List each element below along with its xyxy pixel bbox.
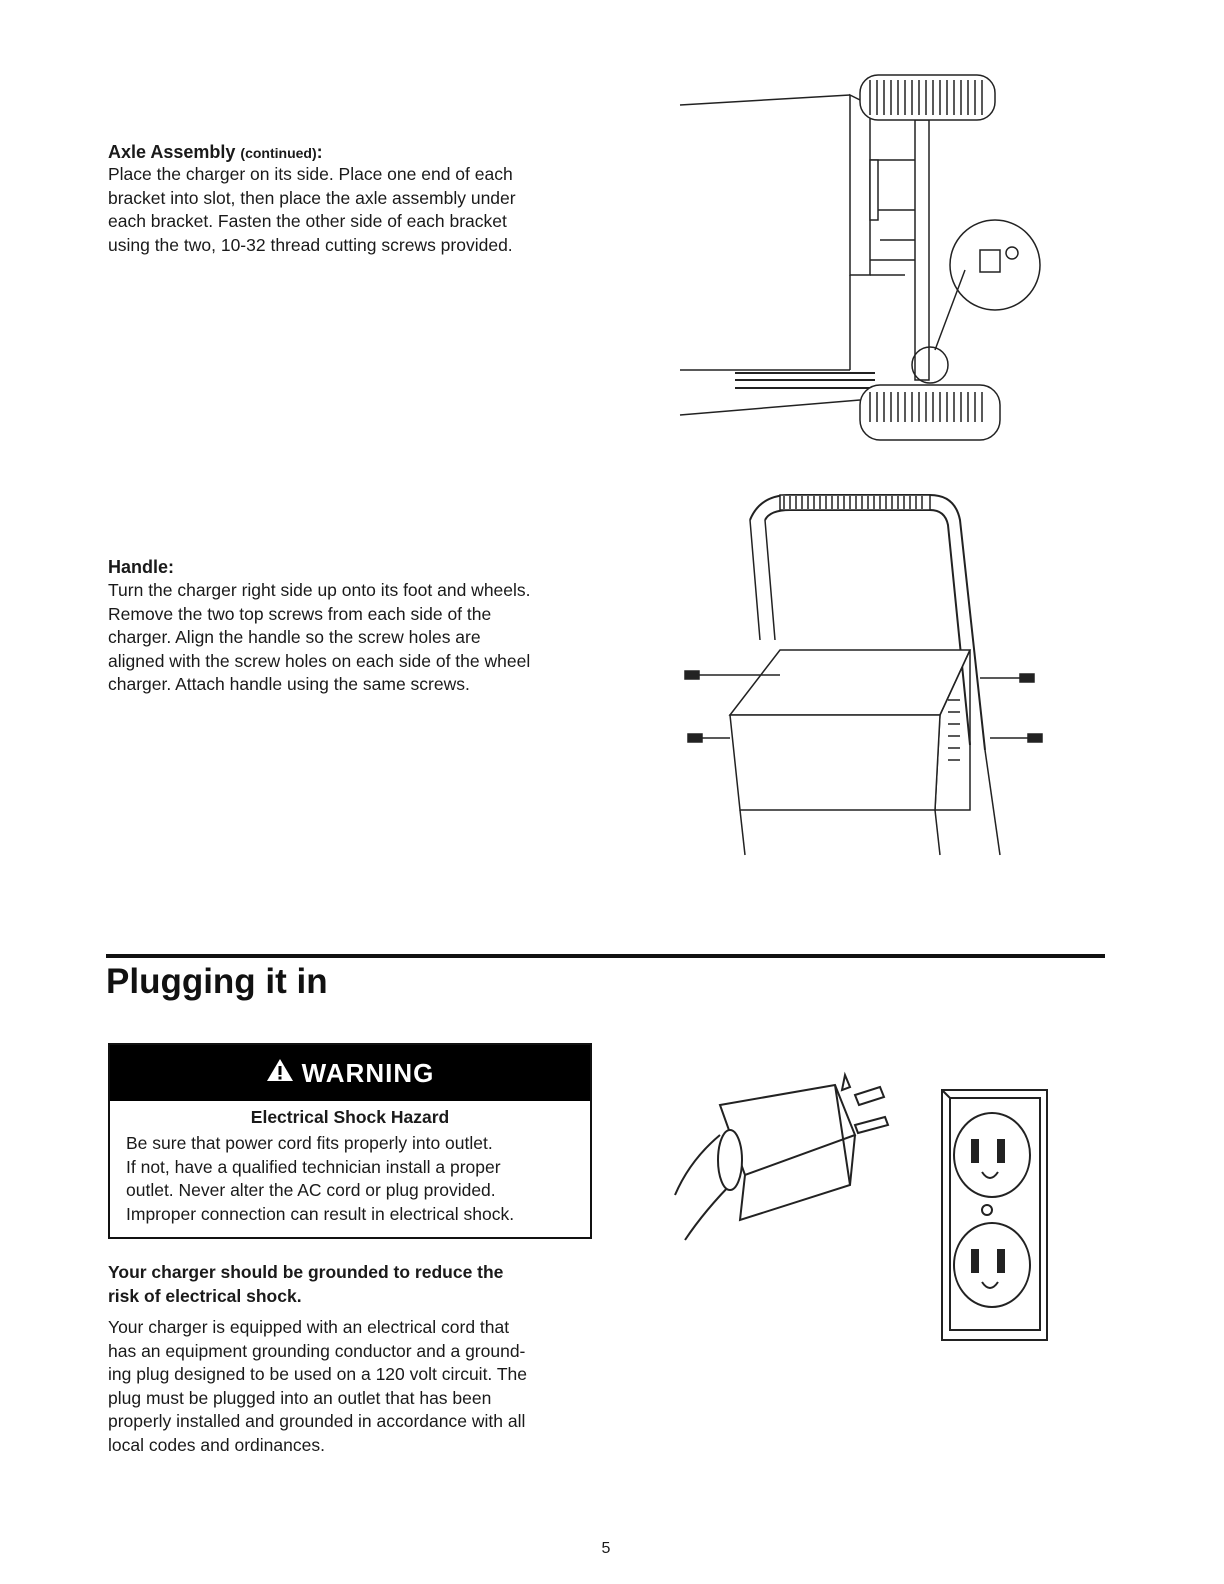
- grounding-bold-text: Your charger should be grounded to reduce the risk of electrical shock.: [108, 1262, 504, 1306]
- handle-text: Turn the charger right side up onto its foot and wheels. Remove the two top screws from each side of the charger. Align the handle so the screw holes are aligned with the screw holes on each side of the wheel charger. Attach handle using the same screws.: [108, 580, 531, 694]
- axle-assembly-illustration: [675, 70, 1015, 450]
- warning-label: WARNING: [301, 1057, 435, 1088]
- page-number: 5: [601, 1540, 611, 1557]
- axle-assembly-title: Axle Assembly (continued):: [108, 142, 323, 162]
- grounding-text: Your charger is equipped with an electrical cord that has an equipment grounding conductor and a ground- ing plug designed to be used on a 120 volt circuit. The plug must be plugged into an outlet that has been properly installed and grounded in accordance with all local codes and ordinances.: [108, 1317, 527, 1455]
- section-divider: [106, 954, 1105, 958]
- warning-box: [108, 1043, 592, 1239]
- handle-title: Handle:: [108, 557, 175, 577]
- plugging-heading: Plugging it in: [106, 962, 328, 1001]
- axle-assembly-text: Place the charger on its side. Place one end of each bracket into slot, then place the axle assembly under each bracket. Fasten the other side of each bracket using the two, 10-32 thread cutting screws provided.: [108, 164, 516, 255]
- warning-triangle-icon: [266, 1058, 294, 1089]
- plug-outlet-illustration: [680, 1080, 1060, 1350]
- handle-illustration: [680, 490, 1050, 860]
- warning-subtitle: Electrical Shock Hazard: [250, 1107, 450, 1127]
- warning-header: [110, 1045, 590, 1101]
- warning-text: Be sure that power cord fits properly into outlet. If not, have a qualified technician install a proper outlet. Never alter the AC cord or plug provided. Improper connection can result in electrical shock.: [126, 1133, 515, 1224]
